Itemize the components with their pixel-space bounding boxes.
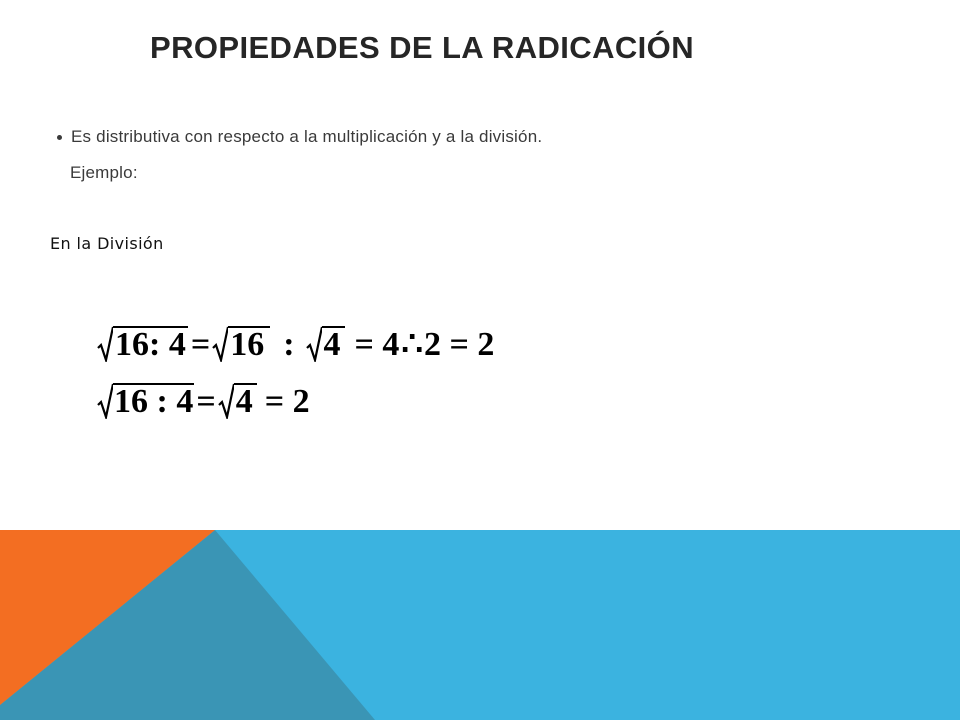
- radical-sign-icon: [306, 326, 322, 362]
- slide-title: PROPIEDADES DE LA RADICACIÓN: [150, 30, 694, 65]
- bullet-item: [57, 128, 542, 145]
- radical-sign-icon: [97, 383, 113, 419]
- radicand: 16: 4: [115, 326, 186, 363]
- equation-result: 2 = 2: [424, 326, 495, 363]
- example-label: Ejemplo:: [70, 163, 138, 182]
- equation-term: = 4: [354, 326, 400, 363]
- bullet-text: Es distributiva con respecto a la multiplicación y a la división.: [71, 127, 543, 146]
- equation-line-1: [97, 326, 494, 362]
- equals-sign: =: [196, 383, 216, 420]
- division-operator: :: [283, 326, 295, 363]
- radicand: 16: [228, 326, 270, 362]
- radicand: 4: [234, 383, 257, 419]
- radical-sign-icon: [212, 326, 228, 362]
- section-label: En la División: [50, 234, 164, 253]
- bullet-icon: [57, 135, 62, 140]
- radical: [218, 383, 257, 419]
- therefore-symbol: ∴: [401, 326, 424, 363]
- radical: [97, 383, 194, 419]
- radical: [212, 326, 270, 362]
- equals-sign: =: [190, 326, 211, 363]
- radicand: 16 : 4: [114, 383, 194, 420]
- radical: [97, 326, 188, 362]
- decorative-footer-band: [0, 530, 960, 720]
- radicand: 4: [322, 326, 345, 362]
- equation-result: = 2: [264, 383, 310, 420]
- radical-sign-icon: [97, 326, 113, 362]
- radical-sign-icon: [218, 383, 234, 419]
- equation-line-2: [97, 383, 310, 419]
- radical: [306, 326, 345, 362]
